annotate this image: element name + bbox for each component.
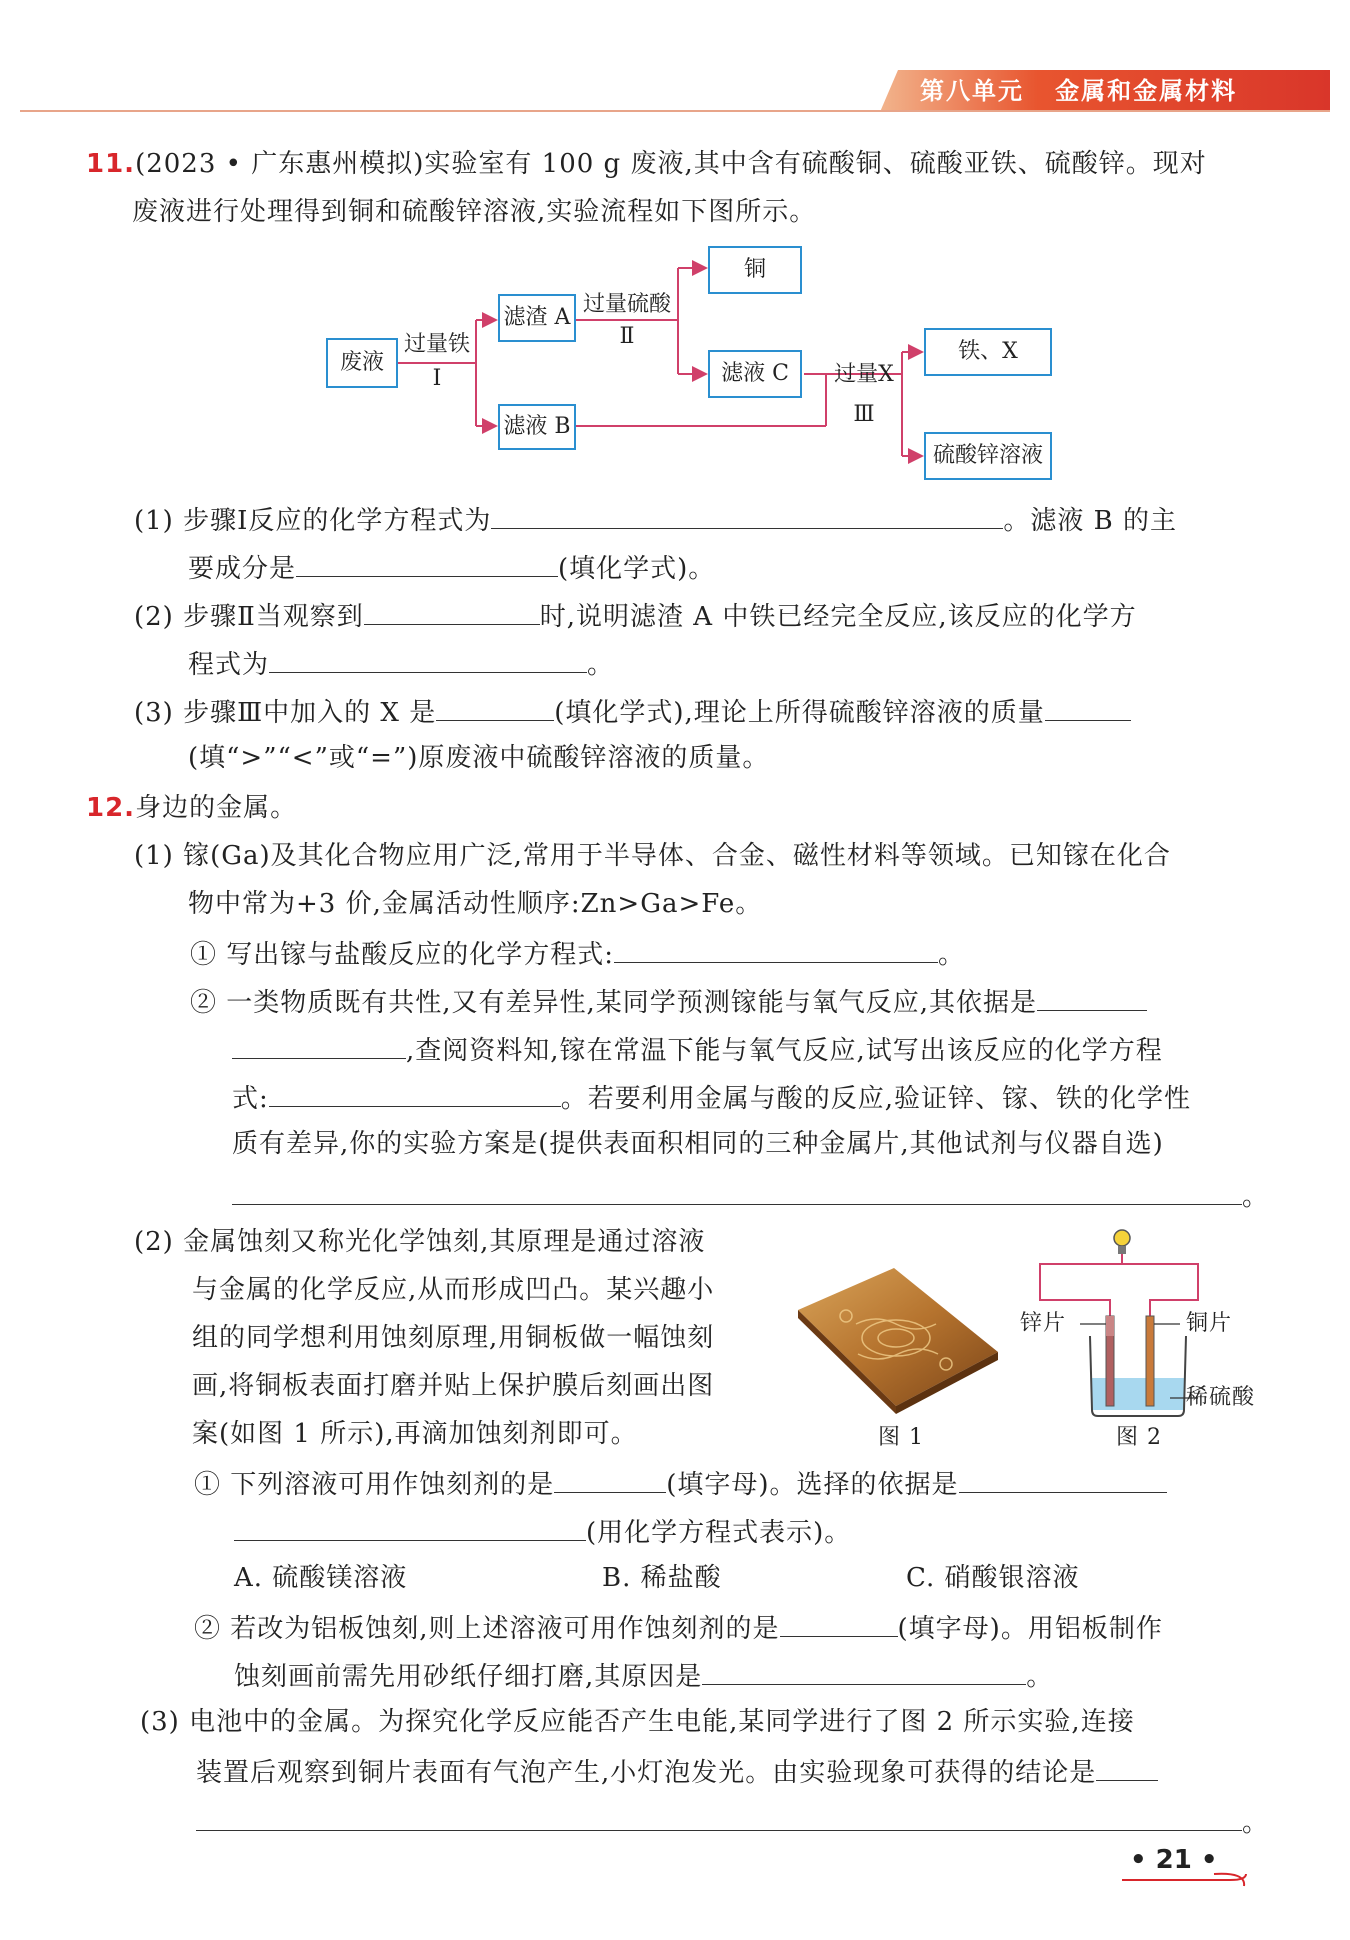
- answer-blank[interactable]: [269, 1078, 561, 1107]
- flow-diagram-lines: [0, 0, 1350, 500]
- page-number-swoosh: [1118, 1870, 1258, 1894]
- page-number: • 21 •: [1130, 1845, 1218, 1875]
- q11-p1-line1: (1) 步骤Ⅰ反应的化学方程式为 。滤液 B 的主: [134, 500, 1177, 539]
- figure2-caption: 图 2: [1116, 1425, 1162, 1450]
- answer-blank[interactable]: [364, 596, 540, 625]
- q11-p2-line1: (2) 步骤Ⅱ当观察到 时,说明滤渣 A 中铁已经完全反应,该反应的化学方: [134, 596, 1137, 635]
- q12-s2-q2-line1: ② 若改为铝板蚀刻,则上述溶液可用作蚀刻剂的是 (填字母)。用铝板制作: [194, 1608, 1163, 1647]
- q11-p1-line2: 要成分是 (填化学式)。: [188, 548, 715, 587]
- q11-p3-line2: (填“>”“<”或“=”)原废液中硫酸锌溶液的质量。: [188, 743, 770, 773]
- q12-s2-q1-line1: ① 下列溶液可用作蚀刻剂的是 (填字母)。选择的依据是: [194, 1464, 1167, 1503]
- header-title: 第八单元 金属和金属材料: [920, 77, 1238, 105]
- answer-blank[interactable]: [780, 1608, 898, 1637]
- q12-s3-line1: (3) 电池中的金属。为探究化学反应能否产生电能,某同学进行了图 2 所示实验,连接: [140, 1707, 1135, 1737]
- answer-blank[interactable]: [269, 644, 587, 673]
- q11-number: 11.: [86, 149, 136, 179]
- q12-s1-q2-line5: 。: [232, 1176, 1269, 1215]
- figure1-etched-copper-plate: [796, 1264, 1006, 1414]
- answer-blank[interactable]: [614, 934, 938, 963]
- q12-option-a: A. 硫酸镁溶液: [234, 1563, 408, 1593]
- q12-s1-q2-line4: 质有差异,你的实验方案是(提供表面积相同的三种金属片,其他试剂与仪器自选): [232, 1129, 1164, 1159]
- flow-step2-label: 过量硫酸: [582, 292, 671, 317]
- answer-blank[interactable]: [959, 1464, 1167, 1493]
- q12-s2-line2: 与金属的化学反应,从而形成凹凸。某兴趣小: [192, 1275, 715, 1305]
- q12-s1-q2-line2: ,查阅资料知,镓在常温下能与氧气反应,试写出该反应的化学方程: [232, 1030, 1163, 1069]
- q12-s1-line1: (1) 镓(Ga)及其化合物应用广泛,常用于半导体、合金、磁性材料等领域。已知镓在化合: [134, 841, 1171, 871]
- q12-title: 12.身边的金属。: [86, 793, 298, 823]
- q12-s2-line1: (2) 金属蚀刻又称光化学蚀刻,其原理是通过溶液: [134, 1227, 706, 1257]
- q12-s1-q1: ① 写出镓与盐酸反应的化学方程式: 。: [190, 934, 965, 973]
- answer-blank[interactable]: [296, 548, 558, 577]
- q12-option-c: C. 硝酸银溶液: [906, 1563, 1080, 1593]
- answer-blank[interactable]: [234, 1512, 586, 1541]
- answer-blank[interactable]: [1045, 692, 1131, 721]
- figure2-label-acid: 稀硫酸: [1186, 1385, 1256, 1410]
- flow-box-filtrate-b: 滤液 B: [498, 404, 576, 450]
- flow-step1-num: Ⅰ: [432, 366, 442, 391]
- figure2-label-copper: 铜片: [1186, 1311, 1233, 1336]
- flow-box-copper: 铜: [708, 246, 802, 294]
- figure2-label-zinc: 锌片: [1020, 1311, 1067, 1336]
- q12-s2-line3: 组的同学想利用蚀刻原理,用铜板做一幅蚀刻: [192, 1323, 715, 1353]
- q12-s1-q2-line1: ② 一类物质既有共性,又有差异性,某同学预测镓能与氧气反应,其依据是: [190, 982, 1147, 1021]
- flow-box-iron-x: 铁、X: [924, 328, 1052, 376]
- flow-box-waste: 废液: [326, 338, 398, 388]
- q12-option-b: B. 稀盐酸: [602, 1563, 722, 1593]
- q12-s2-line4: 画,将铜板表面打磨并贴上保护膜后刻画出图: [192, 1371, 715, 1401]
- answer-blank[interactable]: [436, 692, 554, 721]
- answer-blank[interactable]: [702, 1656, 1026, 1685]
- answer-blank[interactable]: [1096, 1752, 1158, 1781]
- flow-step3-num: Ⅲ: [853, 402, 875, 427]
- q12-s2-line5: 案(如图 1 所示),再滴加蚀刻剂即可。: [192, 1419, 638, 1449]
- answer-blank[interactable]: [491, 500, 1003, 529]
- q12-s2-q2-line2: 蚀刻画前需先用砂纸仔细打磨,其原因是 。: [234, 1656, 1053, 1695]
- answer-blank[interactable]: [232, 1030, 406, 1059]
- flow-box-filtrate-c: 滤液 C: [708, 350, 802, 398]
- answer-blank[interactable]: [554, 1464, 666, 1493]
- answer-blank[interactable]: [1037, 982, 1147, 1011]
- answer-blank[interactable]: [196, 1802, 1242, 1831]
- q12-s1-line2: 物中常为+3 价,金属活动性顺序:Zn>Ga>Fe。: [188, 889, 763, 919]
- q12-s3-line3: 。: [196, 1802, 1269, 1841]
- q11-p2-line2: 程式为 。: [188, 644, 614, 683]
- q11-line1: 11.(2023 • 广东惠州模拟)实验室有 100 g 废液,其中含有硫酸铜、硫酸亚铁、硫酸锌。现对: [86, 149, 1207, 179]
- q12-s1-q2-line3: 式: 。若要利用金属与酸的反应,验证锌、镓、铁的化学性: [232, 1078, 1191, 1117]
- q11-p3-line1: (3) 步骤Ⅲ中加入的 X 是 (填化学式),理论上所得硫酸锌溶液的质量: [134, 692, 1131, 731]
- flow-box-znso4: 硫酸锌溶液: [924, 432, 1052, 480]
- flow-box-residue-a: 滤渣 A: [498, 294, 576, 342]
- q12-number: 12.: [86, 793, 136, 823]
- q12-s2-q1-line2: (用化学方程式表示)。: [234, 1512, 851, 1551]
- q12-s3-line2: 装置后观察到铜片表面有气泡产生,小灯泡发光。由实验现象可获得的结论是: [196, 1752, 1158, 1791]
- flow-step1-label: 过量铁: [403, 332, 470, 357]
- answer-blank[interactable]: [232, 1176, 1242, 1205]
- q11-line2: 废液进行处理得到铜和硫酸锌溶液,实验流程如下图所示。: [132, 197, 817, 227]
- flow-step2-num: Ⅱ: [619, 324, 635, 349]
- figure1-caption: 图 1: [878, 1425, 924, 1450]
- flow-step3-label: 过量X: [834, 362, 894, 387]
